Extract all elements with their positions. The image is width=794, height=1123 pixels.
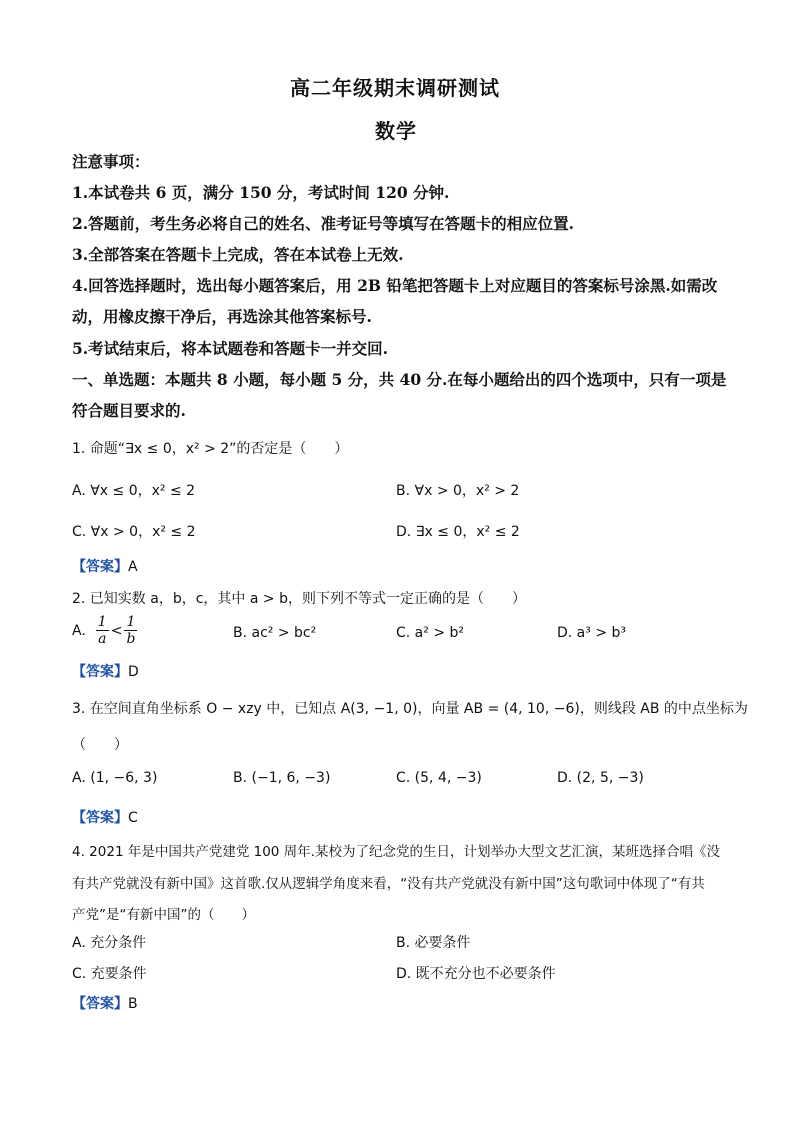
fraction-denominator: b [126, 631, 136, 648]
question-3-option-b: B. (−1, 6, −3) [233, 770, 331, 786]
answer-value: C [128, 810, 138, 826]
answer-value: A [128, 559, 138, 575]
exam-title: 高二年级期末调研测试 [290, 76, 500, 100]
question-4-stem: 4. 2021 年是中国共产党建党 100 周年.某校为了纪念党的生日，计划举办大型文艺汇演，某班选择合唱《没 [72, 844, 720, 860]
answer-tag: 【答案】 [72, 664, 128, 680]
question-3-stem: 3. 在空间直角坐标系 O − xzy 中，已知点 A(3, −1, 0)，向量 AB = (4, 10, −6)，则线段 AB 的中点坐标为 [72, 701, 748, 717]
question-1-option-d: D. ∃x ≤ 0，x² ≤ 2 [396, 524, 520, 540]
question-3-option-a: A. (1, −6, 3) [72, 770, 158, 786]
question-2-option-b: B. ac² > bc² [233, 625, 317, 641]
notice-heading: 注意事项： [72, 152, 150, 171]
fraction [96, 614, 109, 647]
question-4-option-a: A. 充分条件 [72, 935, 147, 951]
question-4-option-b: B. 必要条件 [396, 935, 471, 951]
answer-value: B [128, 996, 138, 1012]
question-3-stem-cont: （ ） [72, 737, 128, 753]
question-2-option-c: C. a² > b² [396, 625, 464, 641]
question-2-stem: 2. 已知实数 a，b，c，其中 a > b，则下列不等式一定正确的是（ ） [72, 591, 526, 607]
question-4-stem-cont: 产党”是“有新中国”的（ ） [72, 907, 255, 923]
less-than-sign: < [110, 622, 123, 639]
question-4-option-c: C. 充要条件 [72, 966, 147, 982]
section-heading-cont: 符合题目要求的. [72, 401, 186, 420]
notice-item: 1.本试卷共 6 页，满分 150 分，考试时间 120 分钟. [72, 183, 450, 202]
notice-item: 3.全部答案在答题卡上完成，答在本试卷上无效. [72, 245, 404, 264]
option-label: A. [72, 622, 86, 639]
question-3-answer [72, 807, 138, 827]
question-4-stem-cont: 有共产党就没有新中国》这首歌.仅从逻辑学角度来看，“没有共产党就没有新中国”这句歌词中体现了“有共 [72, 876, 705, 892]
question-1-answer [72, 556, 138, 576]
fraction-denominator: a [98, 631, 107, 648]
question-1-option-a: A. ∀x ≤ 0，x² ≤ 2 [72, 483, 196, 499]
question-4-option-d: D. 既不充分也不必要条件 [396, 966, 556, 982]
answer-value: D [128, 664, 139, 680]
question-3-option-c: C. (5, 4, −3) [396, 770, 482, 786]
subject-title: 数学 [375, 119, 417, 143]
answer-tag: 【答案】 [72, 559, 128, 575]
fraction-numerator: 1 [124, 614, 137, 631]
fraction [124, 614, 137, 647]
notice-item: 4.回答选择题时，选出每小题答案后，用 2B 铅笔把答题卡上对应题目的答案标号涂黑.如需改 [72, 276, 718, 295]
answer-tag: 【答案】 [72, 996, 128, 1012]
question-1-stem: 1. 命题“∃x ≤ 0，x² > 2”的否定是（ ） [72, 441, 349, 457]
answer-tag: 【答案】 [72, 810, 128, 826]
notice-item: 5.考试结束后，将本试题卷和答题卡一并交回. [72, 339, 389, 358]
notice-item: 动，用橡皮擦干净后，再选涂其他答案标号. [72, 307, 372, 326]
question-4-answer [72, 993, 138, 1013]
fraction-numerator: 1 [97, 614, 107, 630]
notice-item: 2.答题前，考生务必将自己的姓名、准考证号等填写在答题卡的相应位置. [72, 214, 575, 233]
question-1-option-b: B. ∀x > 0，x² > 2 [396, 483, 520, 499]
question-1-option-c: C. ∀x > 0，x² ≤ 2 [72, 524, 196, 540]
question-2-option-d: D. a³ > b³ [557, 625, 627, 641]
question-2-option-a [72, 614, 137, 647]
question-3-option-d: D. (2, 5, −3) [557, 770, 644, 786]
question-2-answer [72, 661, 139, 681]
section-heading: 一、单选题：本题共 8 小题，每小题 5 分，共 40 分.在每小题给出的四个选项中，只有一项是 [72, 370, 727, 389]
